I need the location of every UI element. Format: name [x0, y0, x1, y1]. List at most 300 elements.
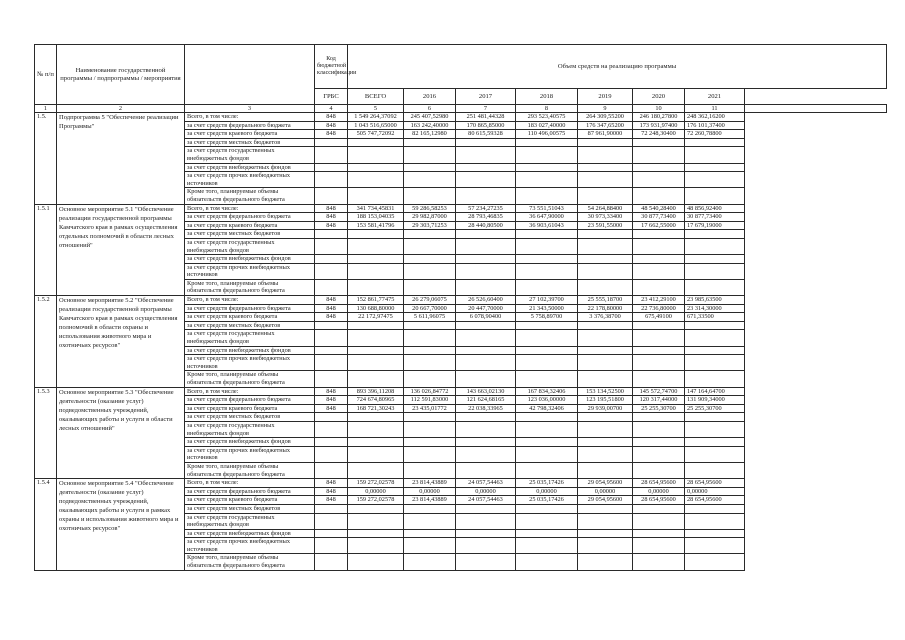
year-value: 29 939,00700 — [578, 404, 633, 413]
year-value: 246 180,27800 — [633, 113, 685, 122]
year-value — [633, 529, 685, 538]
year-value — [578, 188, 633, 204]
year-value — [578, 163, 633, 172]
grbs-code — [315, 421, 348, 437]
total-value: 159 272,02578 — [348, 479, 404, 488]
total-value — [348, 421, 404, 437]
year-value — [633, 230, 685, 239]
total-value — [348, 238, 404, 254]
year-value: 82 165,12980 — [404, 130, 456, 139]
year-value: 28 440,80500 — [456, 221, 516, 230]
year-value — [404, 172, 456, 188]
year-value — [685, 346, 745, 355]
year-value — [456, 279, 516, 295]
row-number: 1.5.1 — [35, 204, 57, 296]
row-number: 1.5.2 — [35, 296, 57, 388]
grbs-code — [315, 172, 348, 188]
year-value — [516, 263, 578, 279]
grbs-code — [315, 330, 348, 346]
total-value — [348, 446, 404, 462]
header-year: 2020 — [633, 89, 685, 105]
year-value: 25 035,17426 — [516, 479, 578, 488]
funding-source: за счет средств краевого бюджета — [185, 404, 315, 413]
total-value: 159 272,02578 — [348, 496, 404, 505]
year-value: 36 647,90000 — [516, 213, 578, 222]
year-value — [685, 238, 745, 254]
year-value — [516, 188, 578, 204]
funding-source: Кроме того, планируемые объемы обязательств федерального бюджета — [185, 188, 315, 204]
year-value — [456, 188, 516, 204]
funding-source: за счет средств местных бюджетов — [185, 321, 315, 330]
funding-source: Всего, в том числе: — [185, 387, 315, 396]
year-value — [633, 330, 685, 346]
grbs-code: 848 — [315, 121, 348, 130]
funding-source: за счет средств внебюджетных фондов — [185, 346, 315, 355]
total-value — [348, 413, 404, 422]
year-value — [516, 147, 578, 163]
header-funding: Объем средств на реализацию программы — [348, 45, 887, 89]
year-value — [404, 147, 456, 163]
year-value: 251 481,44328 — [456, 113, 516, 122]
total-value — [348, 147, 404, 163]
year-value — [404, 538, 456, 554]
year-value — [516, 446, 578, 462]
year-value — [456, 263, 516, 279]
year-value: 20 447,70000 — [456, 304, 516, 313]
year-value: 23 814,43889 — [404, 496, 456, 505]
year-value — [578, 321, 633, 330]
year-value: 48 856,92400 — [685, 204, 745, 213]
funding-source: за счет средств краевого бюджета — [185, 130, 315, 139]
total-value — [348, 538, 404, 554]
total-value — [348, 255, 404, 264]
year-value — [685, 371, 745, 387]
year-value — [456, 355, 516, 371]
year-value — [404, 321, 456, 330]
year-value — [633, 138, 685, 147]
total-value: 130 688,80000 — [348, 304, 404, 313]
year-value — [516, 172, 578, 188]
year-value: 24 057,54463 — [456, 479, 516, 488]
total-value — [348, 355, 404, 371]
column-number: 9 — [578, 105, 633, 113]
year-value — [685, 138, 745, 147]
funding-source: за счет средств прочих внебюджетных источников — [185, 446, 315, 462]
year-value: 25 035,17426 — [516, 496, 578, 505]
year-value — [578, 529, 633, 538]
year-value — [516, 421, 578, 437]
year-value — [578, 438, 633, 447]
year-value — [685, 446, 745, 462]
row-number: 1.5. — [35, 113, 57, 205]
year-value: 25 555,18700 — [578, 296, 633, 305]
grbs-code — [315, 230, 348, 239]
grbs-code: 848 — [315, 479, 348, 488]
year-value — [456, 421, 516, 437]
total-value: 724 674,80965 — [348, 396, 404, 405]
funding-source: за счет средств внебюджетных фондов — [185, 163, 315, 172]
year-value — [633, 513, 685, 529]
column-number: 2 — [57, 105, 185, 113]
year-value — [633, 255, 685, 264]
year-value — [404, 446, 456, 462]
year-value: 0,00000 — [685, 487, 745, 496]
year-value — [633, 238, 685, 254]
grbs-code — [315, 438, 348, 447]
year-value: 248 362,16200 — [685, 113, 745, 122]
year-value — [685, 438, 745, 447]
year-value: 5 611,96075 — [404, 313, 456, 322]
year-value — [404, 138, 456, 147]
column-number: 1 — [35, 105, 57, 113]
year-value — [404, 346, 456, 355]
funding-source: Кроме того, планируемые объемы обязательств федерального бюджета — [185, 279, 315, 295]
year-value: 22 178,80000 — [578, 304, 633, 313]
year-value — [578, 504, 633, 513]
grbs-code: 848 — [315, 221, 348, 230]
year-value: 145 572,74700 — [633, 387, 685, 396]
year-value: 28 793,46835 — [456, 213, 516, 222]
funding-source: Всего, в том числе: — [185, 296, 315, 305]
year-value — [516, 529, 578, 538]
total-value: 22 172,97475 — [348, 313, 404, 322]
year-value — [685, 529, 745, 538]
year-value — [404, 513, 456, 529]
total-value — [348, 513, 404, 529]
year-value: 87 961,90000 — [578, 130, 633, 139]
funding-source: за счет средств внебюджетных фондов — [185, 438, 315, 447]
year-value — [578, 371, 633, 387]
grbs-code — [315, 513, 348, 529]
year-value — [516, 538, 578, 554]
year-value — [456, 255, 516, 264]
grbs-code: 848 — [315, 396, 348, 405]
grbs-code — [315, 147, 348, 163]
funding-source: за счет средств местных бюджетов — [185, 138, 315, 147]
year-value — [516, 438, 578, 447]
grbs-code: 848 — [315, 113, 348, 122]
table-row — [35, 296, 887, 305]
year-value: 17 662,55000 — [633, 221, 685, 230]
funding-source: за счет средств прочих внебюджетных источников — [185, 172, 315, 188]
grbs-code — [315, 263, 348, 279]
year-value — [404, 163, 456, 172]
year-value — [633, 371, 685, 387]
year-value — [578, 330, 633, 346]
year-value: 120 317,44000 — [633, 396, 685, 405]
funding-source: за счет средств государственных внебюджетных фондов — [185, 421, 315, 437]
year-value — [516, 504, 578, 513]
grbs-code — [315, 504, 348, 513]
grbs-code: 848 — [315, 496, 348, 505]
column-number: 11 — [685, 105, 745, 113]
column-number: 10 — [633, 105, 685, 113]
grbs-code — [315, 279, 348, 295]
year-value — [516, 238, 578, 254]
year-value — [516, 330, 578, 346]
year-value: 163 242,40000 — [404, 121, 456, 130]
header-num: № п/п — [35, 45, 57, 105]
grbs-code — [315, 321, 348, 330]
grbs-code — [315, 188, 348, 204]
year-value — [633, 413, 685, 422]
grbs-code: 848 — [315, 404, 348, 413]
year-value — [578, 230, 633, 239]
year-value: 27 102,39700 — [516, 296, 578, 305]
column-number: 5 — [348, 105, 404, 113]
year-value — [516, 321, 578, 330]
funding-source: за счет средств федерального бюджета — [185, 304, 315, 313]
year-value: 57 234,27235 — [456, 204, 516, 213]
total-value: 505 747,72092 — [348, 130, 404, 139]
grbs-code: 848 — [315, 313, 348, 322]
year-value: 30 973,33400 — [578, 213, 633, 222]
year-value — [685, 355, 745, 371]
year-value — [685, 504, 745, 513]
grbs-code: 848 — [315, 130, 348, 139]
grbs-code — [315, 371, 348, 387]
year-value — [404, 413, 456, 422]
year-value — [516, 413, 578, 422]
program-name: Основное мероприятие 5.1 "Обеспечение реализации государственной программы Камчатского края в рамках осуществления отдельных полномочий в области лесных отношений" — [57, 204, 185, 296]
year-value: 29 054,95600 — [578, 496, 633, 505]
year-value: 143 663,02130 — [456, 387, 516, 396]
total-value — [348, 438, 404, 447]
year-value: 42 798,32406 — [516, 404, 578, 413]
year-value: 28 654,95600 — [685, 479, 745, 488]
year-value — [578, 346, 633, 355]
program-name: Основное мероприятие 5.2 "Обеспечение реализации государственной программы Камчатского края в рамках осуществления полномочий в области охраны и использования животного мира и охотничьих ресурсов" — [57, 296, 185, 388]
funding-source: за счет средств государственных внебюджетных фондов — [185, 513, 315, 529]
total-value — [348, 371, 404, 387]
year-value: 0,00000 — [633, 487, 685, 496]
year-value — [578, 279, 633, 295]
year-value — [404, 554, 456, 570]
year-value — [456, 163, 516, 172]
year-value: 17 679,19000 — [685, 221, 745, 230]
year-value — [456, 504, 516, 513]
funding-source: за счет средств федерального бюджета — [185, 121, 315, 130]
year-value: 110 496,00575 — [516, 130, 578, 139]
year-value: 167 834,32406 — [516, 387, 578, 396]
total-value — [348, 188, 404, 204]
year-value — [578, 446, 633, 462]
grbs-code — [315, 346, 348, 355]
year-value — [685, 330, 745, 346]
year-value — [685, 321, 745, 330]
year-value — [685, 279, 745, 295]
grbs-code — [315, 529, 348, 538]
year-value: 147 164,64700 — [685, 387, 745, 396]
year-value — [516, 230, 578, 239]
year-value — [633, 446, 685, 462]
total-value — [348, 172, 404, 188]
year-value — [404, 279, 456, 295]
funding-source: за счет средств краевого бюджета — [185, 496, 315, 505]
year-value: 170 865,85000 — [456, 121, 516, 130]
header-year: 2021 — [685, 89, 745, 105]
year-value: 173 931,97400 — [633, 121, 685, 130]
year-value — [685, 230, 745, 239]
year-value — [633, 462, 685, 478]
grbs-code — [315, 138, 348, 147]
year-value — [516, 462, 578, 478]
year-value — [685, 172, 745, 188]
year-value — [578, 462, 633, 478]
total-value — [348, 330, 404, 346]
year-value — [516, 255, 578, 264]
year-value — [633, 321, 685, 330]
year-value — [578, 238, 633, 254]
year-value: 25 255,30700 — [685, 404, 745, 413]
funding-source: за счет средств краевого бюджета — [185, 313, 315, 322]
funding-source: за счет средств прочих внебюджетных источников — [185, 355, 315, 371]
year-value — [456, 438, 516, 447]
year-value: 22 736,80000 — [633, 304, 685, 313]
year-value: 23 412,29100 — [633, 296, 685, 305]
year-value — [578, 255, 633, 264]
total-value — [348, 529, 404, 538]
year-value — [456, 538, 516, 554]
column-number-filler — [745, 105, 887, 113]
funding-source: за счет средств государственных внебюджетных фондов — [185, 330, 315, 346]
grbs-code — [315, 538, 348, 554]
row-number: 1.5.3 — [35, 387, 57, 479]
year-value: 136 026,84772 — [404, 387, 456, 396]
funding-source: за счет средств федерального бюджета — [185, 213, 315, 222]
year-value — [456, 321, 516, 330]
year-value — [456, 346, 516, 355]
funding-source: Кроме того, планируемые объемы обязательств федерального бюджета — [185, 371, 315, 387]
year-value — [404, 438, 456, 447]
year-value — [685, 462, 745, 478]
total-value: 1 549 264,37092 — [348, 113, 404, 122]
year-value: 48 540,28400 — [633, 204, 685, 213]
year-value — [456, 172, 516, 188]
total-value — [348, 504, 404, 513]
grbs-code — [315, 255, 348, 264]
year-value — [633, 504, 685, 513]
year-value — [404, 421, 456, 437]
year-value: 23 314,30000 — [685, 304, 745, 313]
funding-source: за счет средств прочих внебюджетных источников — [185, 263, 315, 279]
year-value: 73 551,51043 — [516, 204, 578, 213]
year-value: 0,00000 — [404, 487, 456, 496]
year-value: 112 591,83000 — [404, 396, 456, 405]
year-value: 23 435,01772 — [404, 404, 456, 413]
column-number: 6 — [404, 105, 456, 113]
total-value — [348, 263, 404, 279]
column-number: 4 — [315, 105, 348, 113]
year-value — [404, 263, 456, 279]
year-value: 54 264,88400 — [578, 204, 633, 213]
year-value — [456, 230, 516, 239]
total-value — [348, 163, 404, 172]
year-value: 23 591,55000 — [578, 221, 633, 230]
year-value — [456, 371, 516, 387]
year-value: 59 286,58253 — [404, 204, 456, 213]
column-number-row — [35, 105, 887, 113]
total-value — [348, 230, 404, 239]
grbs-code — [315, 413, 348, 422]
program-name: Основное мероприятие 5.4 "Обеспечение деятельности (оказание услуг) подведомственных учреждений, оказывающих работы и услуги в рамках охраны и использования животного мира и охотничьих ресурсов" — [57, 479, 185, 571]
year-value: 671,33500 — [685, 313, 745, 322]
year-value — [578, 263, 633, 279]
total-value — [348, 138, 404, 147]
year-value: 22 038,33965 — [456, 404, 516, 413]
header-code: Код бюджетной классификации — [315, 45, 348, 89]
year-value: 123 036,00000 — [516, 396, 578, 405]
funding-source: за счет средств прочих внебюджетных источников — [185, 538, 315, 554]
funding-source: за счет средств федерального бюджета — [185, 396, 315, 405]
year-value: 176 101,37400 — [685, 121, 745, 130]
year-value — [633, 263, 685, 279]
year-value: 28 654,95600 — [633, 496, 685, 505]
year-value — [456, 147, 516, 163]
program-name: Основное мероприятие 5.3 "Обеспечение деятельности (оказание услуг) подведомственных учреждений, оказывающих работы и услуги в области лесных отношений" — [57, 387, 185, 479]
table-row — [35, 204, 887, 213]
year-value: 3 376,38700 — [578, 313, 633, 322]
year-value: 26 279,06075 — [404, 296, 456, 305]
year-value — [456, 462, 516, 478]
year-value: 5 758,89700 — [516, 313, 578, 322]
year-value — [685, 554, 745, 570]
year-value — [578, 538, 633, 554]
year-value: 23 985,63500 — [685, 296, 745, 305]
table-row — [35, 387, 887, 396]
grbs-code — [315, 238, 348, 254]
year-value — [516, 554, 578, 570]
year-value — [516, 138, 578, 147]
year-value — [633, 538, 685, 554]
year-value — [578, 513, 633, 529]
year-value — [633, 279, 685, 295]
year-value: 20 667,70000 — [404, 304, 456, 313]
header-total: ВСЕГО — [348, 89, 404, 105]
grbs-code — [315, 163, 348, 172]
year-value — [633, 163, 685, 172]
year-value — [685, 421, 745, 437]
year-value — [578, 413, 633, 422]
year-value — [633, 188, 685, 204]
year-value: 0,00000 — [578, 487, 633, 496]
year-value — [578, 147, 633, 163]
grbs-code — [315, 462, 348, 478]
year-value — [456, 413, 516, 422]
header-year: 2018 — [516, 89, 578, 105]
year-value: 675,49100 — [633, 313, 685, 322]
year-value: 131 909,34000 — [685, 396, 745, 405]
year-value: 245 407,52980 — [404, 113, 456, 122]
year-value: 72 248,30400 — [633, 130, 685, 139]
total-value — [348, 279, 404, 295]
year-value — [404, 462, 456, 478]
year-value — [633, 438, 685, 447]
year-value: 0,00000 — [456, 487, 516, 496]
year-value — [685, 188, 745, 204]
year-value: 183 027,40000 — [516, 121, 578, 130]
funding-source: Всего, в том числе: — [185, 479, 315, 488]
year-value — [456, 138, 516, 147]
funding-source: Всего, в том числе: — [185, 113, 315, 122]
year-value — [685, 513, 745, 529]
year-value — [685, 538, 745, 554]
budget-table-sheet — [34, 44, 886, 614]
grbs-code — [315, 554, 348, 570]
year-value — [456, 529, 516, 538]
year-value — [456, 446, 516, 462]
year-value — [516, 163, 578, 172]
